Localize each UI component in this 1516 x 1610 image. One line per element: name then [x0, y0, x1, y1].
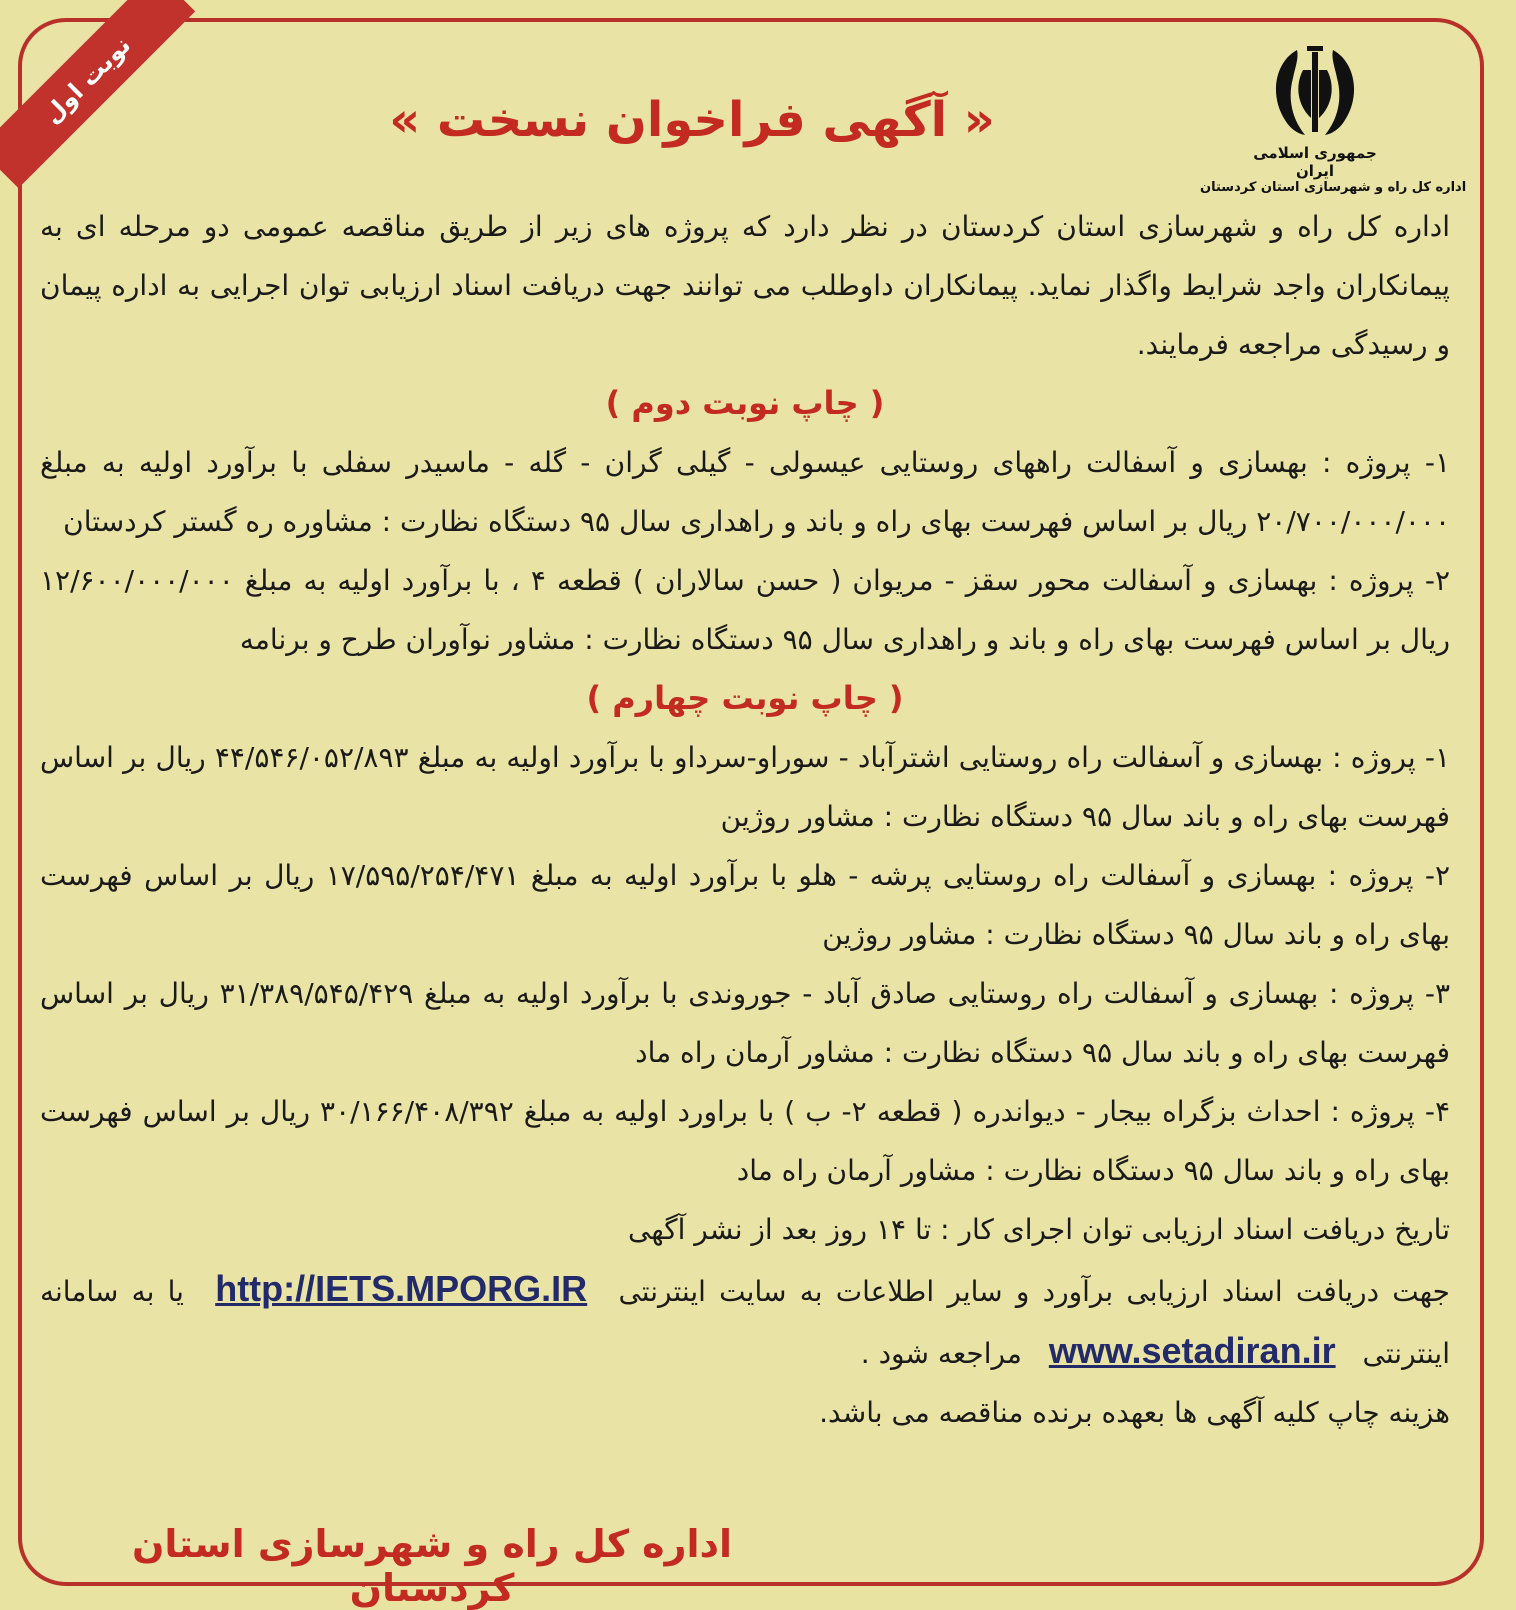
site-line [40, 1259, 1450, 1383]
date-line: تاریخ دریافت اسناد ارزیابی توان اجرای کار : تا ۱۴ روز بعد از نشر آگهی [628, 1213, 1450, 1246]
site-line-middle: یا به سامانه اینترنتی [40, 1275, 1450, 1370]
advertisement-frame [18, 18, 1484, 1610]
footer-signature: اداره کل راه و شهرسازی استان کردستان [131, 1522, 733, 1610]
project-item: ۲- پروژه : بهسازی و آسفالت راه روستایی پرشه - هلو با برآورد اولیه به مبلغ ۱۷/۵۹۵/۲۵۴/۴۷۱ ریال بر اساس فهرست بهای راه و باند سال ۹۵ دستگاه نظارت : مشاور روژین [40, 859, 1450, 951]
project-item: ۲- پروژه : بهسازی و آسفالت محور سقز - مریوان ( حسن سالاران ) قطعه ۴ ، با برآورد اولیه به مبلغ ۱۲/۶۰۰/۰۰۰/۰۰۰ ریال بر اساس فهرست بهای راه و باند و راهداری سال ۹۵ دستگاه نظارت : مشاور نوآوران طرح و برنامه [40, 564, 1450, 656]
edition-ribbon: نوبت اول [0, 0, 195, 188]
ad-title: « آگهی فراخوان نسخت » [389, 92, 995, 148]
cost-line: هزینه چاپ کلیه آگهی ها بعهده برنده مناقصه می باشد. [819, 1396, 1450, 1429]
setadiran-link[interactable]: www.setadiran.ir [1048, 1330, 1336, 1371]
emblem-department: اداره کل راه و شهرسازی استان کردستان [1200, 180, 1467, 195]
intro-paragraph: اداره کل راه و شهرسازی استان کردستان در نظر دارد که پروژه های زیر از طریق مناقصه عمومی دو مرحله ای به پیمانکاران واجد شرایط واگذار نماید. پیمانکاران داوطلب می توانند جهت دریافت اسناد ارزیابی توان اجرایی به اداره پیمان و رسیدگی مراجعه فرمایند. [40, 210, 1450, 361]
ad-body [40, 197, 1450, 1442]
emblem-country: جمهوری اسلامی ایران [1253, 144, 1377, 180]
section-fourth-print-heading: ( چاپ نوبت چهارم ) [586, 679, 904, 717]
site-line-before: جهت دریافت اسناد ارزیابی برآورد و سایر اطلاعات به سایت اینترنتی [618, 1275, 1450, 1308]
site-line-after: مراجعه شود . [860, 1337, 1022, 1370]
project-item: ۱- پروژه : بهسازی و آسفالت راه روستایی اشترآباد - سوراو-سرداو با برآورد اولیه به مبلغ ۴۴/۵۴۶/۰۵۲/۸۹۳ ریال بر اساس فهرست بهای راه و باند سال ۹۵ دستگاه نظارت : مشاور روژین [40, 741, 1450, 833]
project-item: ۳- پروژه : بهسازی و آسفالت راه روستایی صادق آباد - جوروندی با برآورد اولیه به مبلغ ۳۱/۳۸۹/۵۴۵/۴۲۹ ریال بر اساس فهرست بهای راه و باند سال ۹۵ دستگاه نظارت : مشاور آرمان راه ماد [40, 977, 1450, 1069]
project-item: ۱- پروژه : بهسازی و آسفالت راههای روستایی عیسولی - گیلی گران - گله - ماسیدر سفلی با برآورد اولیه به مبلغ ۲۰/۷۰۰/۰۰۰/۰۰۰ ریال بر اساس فهرست بهای راه و باند و راهداری سال ۹۵ دستگاه نظارت : مشاوره ره گستر کردستان [40, 446, 1450, 538]
project-item: ۴- پروژه : احداث بزگراه بیجار - دیواندره ( قطعه ۲- ب ) با براورد اولیه به مبلغ ۳۰/۱۶۶/۴۰۸/۳۹۲ ریال بر اساس فهرست بهای راه و باند سال ۹۵ دستگاه نظارت : مشاور آرمان راه ماد [40, 1095, 1450, 1187]
section-second-print-heading: ( چاپ نوبت دوم ) [605, 384, 885, 422]
iets-link[interactable]: http://IETS.MPORG.IR [215, 1268, 588, 1309]
iran-emblem-icon [1255, 40, 1375, 140]
emblem-block [1200, 40, 1467, 195]
